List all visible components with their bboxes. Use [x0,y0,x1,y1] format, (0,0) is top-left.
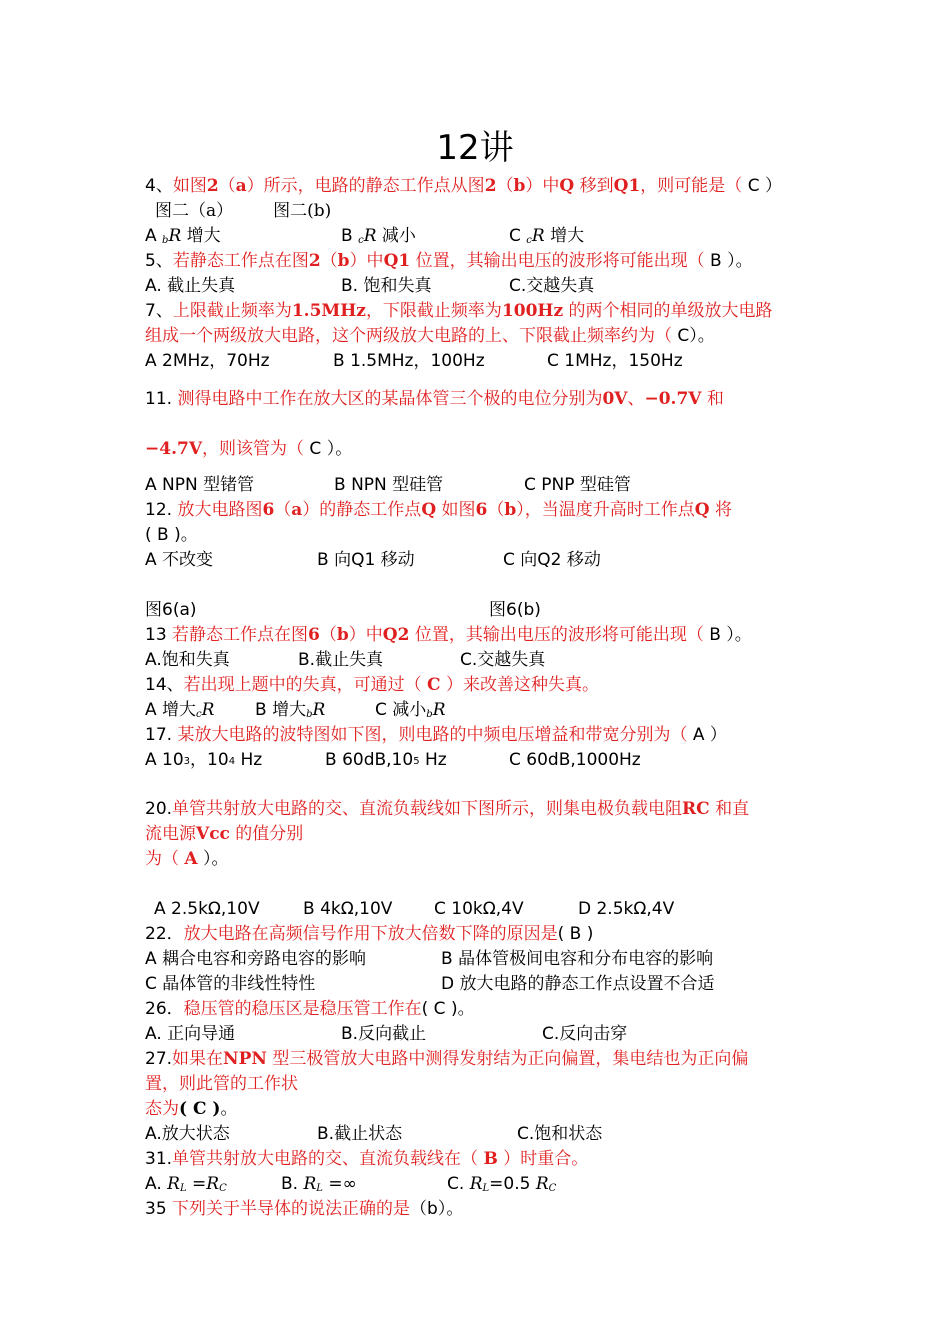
option-d: D 放大电路的静态工作点设置不合适 [441,974,715,994]
answer: ( B ) [557,924,594,944]
answer: ( C ) [179,1099,221,1119]
option-a: A.饱和失真 [145,650,230,670]
question-13-options [145,648,845,673]
option-b: B. $R_L$ =∞ [281,1174,357,1194]
option-a: A. 截止失真 [145,276,236,296]
option-c: C 60dB,1000Hz [509,750,641,770]
option-a: A $_b$R 增大 [145,226,221,246]
option-c: C 10kΩ,4V [434,899,524,919]
answer: C [427,675,441,695]
option-a: A. 正向导通 [145,1024,236,1044]
option-a: A NPN 型锗管 [145,475,255,495]
question-27: 27.如果在NPN 型三极管放大电路中测得发射结为正向偏置，集电结也为正向偏 [145,1049,749,1069]
answer: C [677,326,690,346]
question-20-line-2: 流电源Vcc 的值分别 [145,824,304,844]
question-12-line-2: ( B )。 [145,525,198,545]
option-a: A 103，104 Hz [145,750,263,770]
question-14-options [145,698,845,723]
option-c: C 1MHz，150Hz [547,351,683,371]
question-5-options [145,274,845,299]
option-a: A. $R_L =R_C$ [145,1174,227,1194]
option-a: A 不改变 [145,550,214,570]
answer: C [309,439,322,459]
option-a: A 2MHz，70Hz [145,351,270,371]
question-7: 7、上限截止频率为1.5MHz，下限截止频率为100Hz 的两个相同的单级放大电路 [145,301,773,321]
option-c: C 减小$_b$R [375,700,446,720]
question-20-line-3: 为（ A ）。 [145,849,229,869]
figure-6a-caption: 图6(a) [145,600,197,620]
option-a: A.放大状态 [145,1124,230,1144]
question-17: 17. 某放大电路的波特图如下图，则电路的中频电压增益和带宽分别为（ A ） [145,725,727,745]
question-20-options [154,897,854,922]
question-20: 20.单管共射放大电路的交、直流负载线如下图所示，则集电极负载电阻RC 和直 [145,799,750,819]
answer: C [747,176,760,196]
question-22-options-row-1 [145,947,845,972]
option-a: A 2.5kΩ,10V [154,899,260,919]
option-c: C.反向击穿 [542,1024,628,1044]
option-a: A 耦合电容和旁路电容的影响 [145,949,367,969]
option-b: B 向Q1 移动 [317,550,415,570]
option-d: D 2.5kΩ,4V [578,899,675,919]
question-12-options [145,548,845,573]
answer: ( C ) [421,999,458,1019]
figure-captions-6 [145,598,845,623]
question-26-options [145,1022,845,1047]
option-b: B NPN 型硅管 [334,475,444,495]
option-b: B $_c$R 减小 [341,226,416,246]
option-c: C PNP 型硅管 [524,475,631,495]
question-4: 4、如图2（a）所示，电路的静态工作点从图2（b）中Q 移到Q1，则可能是（ C ） [145,176,782,196]
question-7-line-2: 组成一个两级放大电路，这个两级放大电路的上、下限截止频率约为（ C）。 [145,326,715,346]
question-27-line-3: 态为( C )。 [145,1099,238,1119]
option-c: C.饱和状态 [517,1124,603,1144]
option-b: B 增大$_b$R [255,700,326,720]
figure-captions-2: 图二（a） 图二(b) [155,201,332,221]
option-b: B. 饱和失真 [341,276,432,296]
question-27-options [145,1122,845,1147]
question-7-options [145,349,845,374]
option-b: B 60dB,105 Hz [325,750,447,770]
answer: A [184,849,198,869]
question-13: 13 若静态工作点在图6（b）中Q2 位置，其输出电压的波形将可能出现（ B ）。 [145,625,752,645]
option-c: C.交越失真 [460,650,546,670]
question-17-options [145,748,845,773]
question-27-line-2: 置，则此管的工作状 [145,1074,298,1094]
page-title: 12讲 [436,128,514,168]
option-b: B 1.5MHz，100Hz [333,351,485,371]
answer: A [692,725,705,745]
question-22: 22．放大电路在高频信号作用下放大倍数下降的原因是( B ) [145,924,594,944]
option-b: B 晶体管极间电容和分布电容的影响 [441,949,714,969]
figure-6b-caption: 图6(b) [489,600,541,620]
answer: B [709,625,721,645]
option-c: C.交越失真 [509,276,595,296]
question-35: 35 下列关于半导体的说法正确的是（b）。 [145,1199,464,1219]
answer: B [710,251,722,271]
question-31-options [145,1172,845,1197]
question-22-options-row-2 [145,972,845,997]
answer: （b）。 [410,1199,464,1219]
question-12: 12. 放大电路图6（a）的静态工作点Q 如图6（b），当温度升高时工作点Q 将 [145,500,732,520]
option-b: B.截止失真 [298,650,384,670]
question-11-options [145,473,845,498]
option-b: B.反向截止 [341,1024,427,1044]
option-c: C 晶体管的非线性特性 [145,974,316,994]
option-b: B.截止状态 [317,1124,403,1144]
question-26: 26．稳压管的稳压区是稳压管工作在( C )。 [145,999,475,1019]
question-11-line-2: −4.7V，则该管为（ C ）。 [145,439,353,459]
option-c: C 向Q2 移动 [503,550,601,570]
option-b: B 4kΩ,10V [303,899,393,919]
question-4-options [145,224,845,249]
option-c: C. $R_L=0.5$ $R_C$ [447,1174,557,1194]
option-c: C $_c$R 增大 [509,226,585,246]
question-5: 5、若静态工作点在图2（b）中Q1 位置，其输出电压的波形将可能出现（ B ）。 [145,251,753,271]
question-14: 14、若出现上题中的失真，可通过（ C ）来改善这种失真。 [145,675,599,695]
answer: B [483,1149,498,1169]
question-11: 11. 测得电路中工作在放大区的某晶体管三个极的电位分别为0V、−0.7V 和 [145,389,724,409]
question-31: 31.单管共射放大电路的交、直流负载线在（ B ）时重合。 [145,1149,589,1169]
option-a: A 增大$_c$R [145,700,215,720]
